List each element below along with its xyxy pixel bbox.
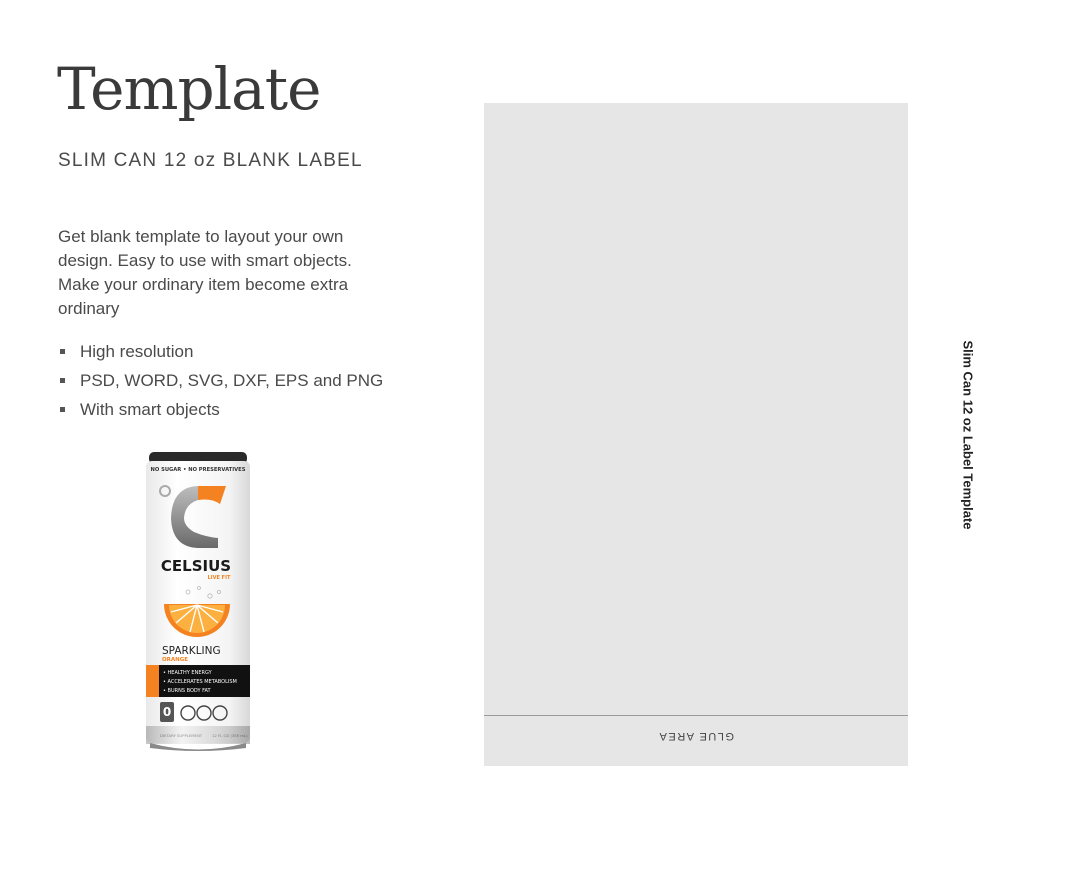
can-bottom-left: DIETARY SUPPLEMENT [160, 733, 203, 738]
can-benefit: • ACCELERATES METABOLISM [163, 679, 237, 685]
can-brand: CELSIUS [160, 557, 232, 575]
label-template-area [484, 103, 908, 766]
can-flavor-sub: ORANGE [162, 657, 189, 663]
bullet-icon [60, 378, 65, 383]
zero-badge-text: 0 [162, 705, 172, 719]
feature-label: High resolution [80, 342, 194, 361]
bullet-icon [60, 349, 65, 354]
glue-area-label: GLUE AREA [658, 730, 734, 742]
can-top-text: NO SUGAR • NO PRESERVATIVES [150, 467, 246, 473]
can-tagline: LIVE FIT [207, 575, 231, 581]
template-side-label: Slim Can 12 oz Label Template [960, 340, 976, 530]
page-title: Template [57, 55, 321, 123]
feature-item [58, 395, 383, 424]
bullet-icon [60, 407, 65, 412]
can-flavor: SPARKLING [162, 645, 221, 657]
can-bottom-right: 12 FL OZ (355 mL) [212, 733, 248, 738]
page-subtitle: SLIM CAN 12 oz BLANK LABEL [58, 150, 363, 171]
feature-label: With smart objects [80, 400, 220, 419]
celsius-can-image [146, 452, 250, 754]
can-benefit: • BURNS BODY FAT [163, 688, 211, 694]
feature-list [58, 337, 383, 424]
can-body [146, 461, 250, 743]
can-benefit: • HEALTHY ENERGY [163, 670, 212, 676]
feature-item [58, 366, 383, 395]
glue-divider [484, 715, 908, 716]
feature-item [58, 337, 383, 366]
feature-label: PSD, WORD, SVG, DXF, EPS and PNG [80, 371, 384, 390]
can-bottom-rim [150, 743, 246, 751]
description-text: Get blank template to layout your own design. Easy to use with smart objects. Make your ordinary item become extra ordinary [58, 227, 352, 318]
